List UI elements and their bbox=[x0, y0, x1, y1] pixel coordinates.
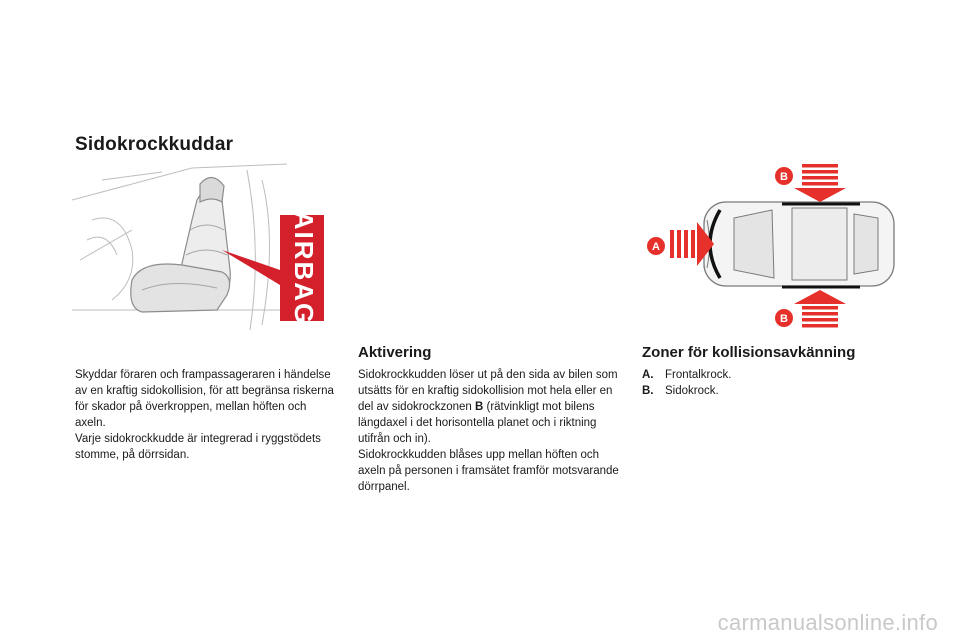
label-b-bottom-text: B bbox=[780, 312, 788, 325]
label-b-top-text: B bbox=[780, 170, 788, 183]
activation-text bbox=[358, 367, 620, 495]
activation-title: Aktivering bbox=[358, 344, 432, 361]
zones-title: Zoner för kollisionsavkänning bbox=[642, 344, 856, 361]
zones-list bbox=[642, 367, 904, 399]
activation-zone-ref: B bbox=[474, 401, 484, 413]
page-title: Sidokrockkuddar bbox=[75, 134, 234, 155]
seat-airbag-illustration bbox=[72, 160, 332, 336]
watermark: carmanualsonline.info bbox=[717, 610, 938, 635]
side-impact-arrow-top bbox=[794, 164, 846, 202]
list-item bbox=[642, 383, 904, 399]
collision-zones-diagram bbox=[642, 160, 904, 336]
intro-text bbox=[75, 367, 337, 463]
activation-paragraph-2: Sidokrockkudden blåses upp mellan höften och axeln på personen i framsätet framför motsvarande dörrpanel. bbox=[358, 449, 619, 493]
activation-text-after: (rätvinkligt mot bilens längdaxel i det horisontella planet och i riktning utifrån och in). bbox=[358, 401, 597, 445]
activation-paragraph-1 bbox=[358, 367, 620, 447]
airbag-label: AIRBAG bbox=[289, 210, 320, 326]
intro-paragraph-2: Varje sidokrockkudde är integrerad i ryggstödets stomme, på dörrsidan. bbox=[75, 433, 321, 461]
airbag-wedge bbox=[222, 250, 280, 285]
intro-paragraph-1: Skyddar föraren och frampassageraren i händelse av en kraftig sidokollision, för att begränsa riskerna för skador på överkroppen, mellan höften och axeln. bbox=[75, 369, 334, 429]
zone-key-a: A. bbox=[642, 369, 654, 381]
zone-key-b: B. bbox=[642, 385, 654, 397]
label-a-text: A bbox=[652, 240, 660, 253]
activation-text-before: Sidokrockkudden löser ut på den sida av bilen som utsätts för en kraftig sidokollision mot hela eller en del av sidokrockzonen bbox=[358, 369, 618, 413]
zone-label-a: Frontalkrock. bbox=[665, 369, 732, 381]
side-impact-arrow-bottom bbox=[794, 290, 846, 328]
list-item bbox=[642, 367, 904, 383]
zone-label-b: Sidokrock. bbox=[665, 385, 719, 397]
